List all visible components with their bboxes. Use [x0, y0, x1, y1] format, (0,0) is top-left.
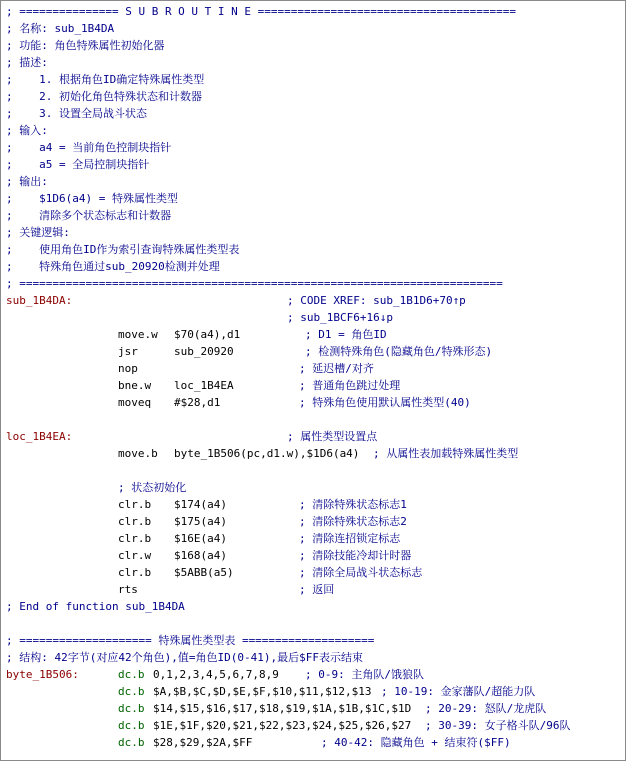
code-line	[1, 717, 625, 734]
code-line	[1, 428, 625, 445]
comment-line	[1, 20, 625, 37]
listing-lines	[1, 1, 625, 751]
code-line	[1, 581, 625, 598]
comment-text: ; 属性类型设置点	[287, 430, 378, 443]
comment-text: ; 输出:	[6, 175, 48, 188]
instruction-text: moveq	[118, 396, 152, 409]
comment-line	[1, 258, 625, 275]
comment-line	[1, 241, 625, 258]
comment-text: ; $1D6(a4) = 特殊属性类型	[6, 192, 178, 205]
instruction-text: sub_20920	[174, 345, 234, 358]
comment-text: ; 40-42: 隐藏角色 + 结束符($FF)	[321, 736, 511, 749]
blank-line	[1, 411, 625, 428]
instruction-text: clr.b	[118, 532, 152, 545]
instruction-text: jsr	[118, 345, 138, 358]
code-line	[1, 292, 625, 309]
code-line	[1, 479, 625, 496]
code-line	[1, 326, 625, 343]
label-text: byte_1B506:	[6, 668, 79, 681]
comment-text: ; 输入:	[6, 124, 48, 137]
instruction-text: clr.b	[118, 498, 152, 511]
comment-text: ; 结构: 42字节(对应42个角色),值=角色ID(0-41),最后$FF表示结束	[6, 651, 363, 664]
comment-text: ; =============== S U B R O U T I N E =======================================	[6, 5, 516, 18]
comment-text: ; a4 = 当前角色控制块指针	[6, 141, 172, 154]
comment-line	[1, 88, 625, 105]
comment-text: ; 清除特殊状态标志1	[299, 498, 407, 511]
comment-text: ; 3. 设置全局战斗状态	[6, 107, 147, 120]
instruction-text: rts	[118, 583, 138, 596]
comment-line	[1, 173, 625, 190]
code-line	[1, 343, 625, 360]
comment-line	[1, 649, 625, 666]
comment-text: ; 名称: sub_1B4DA	[6, 22, 115, 35]
comment-text: ; 描述:	[6, 56, 48, 69]
blank-line	[1, 615, 625, 632]
comment-text: ; 延迟槽/对齐	[299, 362, 374, 375]
comment-text: ; 关键逻辑:	[6, 226, 70, 239]
instruction-text: clr.b	[118, 566, 152, 579]
instruction-text: $28,$29,$2A,$FF	[153, 736, 253, 749]
comment-line	[1, 105, 625, 122]
instruction-text: clr.b	[118, 515, 152, 528]
comment-text: ; 从属性表加载特殊属性类型	[373, 447, 519, 460]
comment-text: ; 0-9: 主角队/饿狼队	[305, 668, 424, 681]
comment-text: ; 清除多个状态标志和计数器	[6, 209, 172, 222]
comment-text: ; 1. 根据角色ID确定特殊属性类型	[6, 73, 205, 86]
instruction-text: byte_1B506(pc,d1.w),$1D6(a4)	[174, 447, 360, 460]
comment-text: ; D1 = 角色ID	[305, 328, 387, 341]
instruction-text: $168(a4)	[174, 549, 227, 562]
code-line	[1, 564, 625, 581]
code-line	[1, 598, 625, 615]
code-line	[1, 734, 625, 751]
instruction-text: move.w	[118, 328, 158, 341]
code-line	[1, 309, 625, 326]
comment-line	[1, 3, 625, 20]
instruction-text: $70(a4),d1	[174, 328, 241, 341]
comment-line	[1, 54, 625, 71]
instruction-text: bne.w	[118, 379, 152, 392]
instruction-text: $5ABB(a5)	[174, 566, 234, 579]
instruction-text: $A,$B,$C,$D,$E,$F,$10,$11,$12,$13	[153, 685, 372, 698]
comment-text: ; 清除连招锁定标志	[299, 532, 401, 545]
code-line	[1, 513, 625, 530]
code-line	[1, 700, 625, 717]
comment-line	[1, 224, 625, 241]
comment-text: ; 2. 初始化角色特殊状态和计数器	[6, 90, 202, 103]
instruction-text: $174(a4)	[174, 498, 227, 511]
label-text: sub_1B4DA:	[6, 294, 73, 307]
code-line	[1, 530, 625, 547]
comment-text: ; 检测特殊角色(隐藏角色/特殊形态)	[305, 345, 493, 358]
comment-line	[1, 275, 625, 292]
comment-line	[1, 632, 625, 649]
comment-line	[1, 156, 625, 173]
instruction-text: loc_1B4EA	[174, 379, 234, 392]
code-line	[1, 496, 625, 513]
comment-line	[1, 37, 625, 54]
comment-line	[1, 122, 625, 139]
comment-text: ; CODE XREF: sub_1B1D6+70↑p	[287, 294, 466, 307]
code-line	[1, 445, 625, 462]
comment-text: ; sub_1BCF6+16↓p	[287, 311, 393, 324]
comment-text: ; 状态初始化	[118, 481, 187, 494]
label-text: loc_1B4EA:	[6, 430, 73, 443]
instruction-text: $175(a4)	[174, 515, 227, 528]
blank-line	[1, 462, 625, 479]
directive-text: dc.b	[118, 685, 145, 698]
code-line	[1, 683, 625, 700]
instruction-text: move.b	[118, 447, 158, 460]
directive-text: dc.b	[118, 702, 145, 715]
code-line	[1, 360, 625, 377]
directive-text: dc.b	[118, 736, 145, 749]
comment-text: ; 清除全局战斗状态标志	[299, 566, 423, 579]
comment-line	[1, 71, 625, 88]
comment-text: ; 特殊角色使用默认属性类型(40)	[299, 396, 471, 409]
instruction-text: clr.w	[118, 549, 152, 562]
comment-text: ; a5 = 全局控制块指针	[6, 158, 150, 171]
comment-text: ; ==================== 特殊属性类型表 ====================	[6, 634, 375, 647]
comment-text: ; 使用角色ID作为索引查询特殊属性类型表	[6, 243, 240, 256]
code-line	[1, 666, 625, 683]
directive-text: dc.b	[118, 719, 145, 732]
instruction-text: $16E(a4)	[174, 532, 227, 545]
comment-line	[1, 207, 625, 224]
instruction-text: 0,1,2,3,4,5,6,7,8,9	[153, 668, 279, 681]
comment-text: ; 10-19: 金家藩队/超能力队	[381, 685, 536, 698]
directive-text: dc.b	[118, 668, 145, 681]
comment-text: ; 20-29: 怒队/龙虎队	[425, 702, 547, 715]
comment-line	[1, 139, 625, 156]
instruction-text: $1E,$1F,$20,$21,$22,$23,$24,$25,$26,$27	[153, 719, 412, 732]
instruction-text: nop	[118, 362, 138, 375]
code-line	[1, 377, 625, 394]
comment-text: ; 清除特殊状态标志2	[299, 515, 407, 528]
code-line	[1, 394, 625, 411]
comment-text: ; 普通角色跳过处理	[299, 379, 401, 392]
comment-text: ; 30-39: 女子格斗队/96队	[425, 719, 571, 732]
comment-text: ; 清除技能冷却计时器	[299, 549, 412, 562]
comment-text: ; 特殊角色通过sub_20920检测并处理	[6, 260, 220, 273]
comment-text: ; 返回	[299, 583, 335, 596]
comment-text: ; =========================================================================	[6, 277, 503, 290]
code-line	[1, 547, 625, 564]
instruction-text: #$28,d1	[174, 396, 221, 409]
instruction-text: $14,$15,$16,$17,$18,$19,$1A,$1B,$1C,$1D	[153, 702, 412, 715]
comment-text: ; 功能: 角色特殊属性初始化器	[6, 39, 165, 52]
comment-line	[1, 190, 625, 207]
comment-text: ; End of function sub_1B4DA	[6, 600, 185, 613]
